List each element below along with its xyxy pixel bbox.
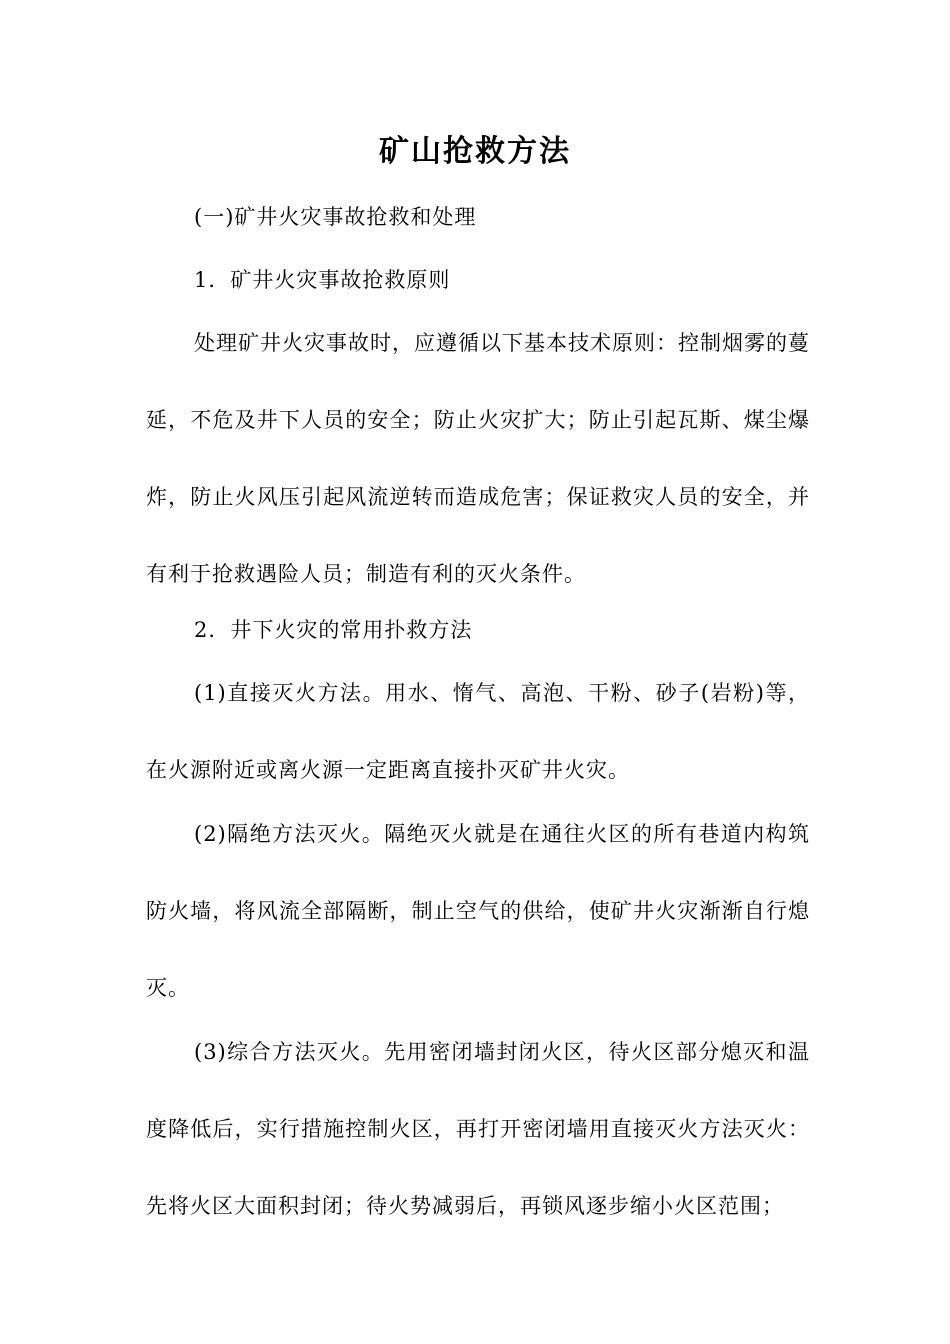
subheading-rescue-principles: 1．矿井火灾事故抢救原则 <box>194 268 451 292</box>
section-heading-fire-rescue: (一)矿井火灾事故抢救和处理 <box>194 205 477 229</box>
paragraph-isolation-method: (2)隔绝方法灭火。隔绝灭火就是在通往火区的所有巷道内构筑防火墙，将风流全部隔断，制止空气的供给，使矿井火灾渐渐自行熄灭。 <box>146 822 810 1000</box>
document-body <box>146 197 810 1250</box>
paragraph-direct-method: (1)直接灭火方法。用水、惰气、高泡、干粉、砂子(岩粉)等，在火源附近或离火源一定距离直接扑灭矿井火灾。 <box>146 681 810 782</box>
paragraph-principles: 处理矿井火灾事故时，应遵循以下基本技术原则：控制烟雾的蔓延，不危及井下人员的安全；防止火灾扩大；防止引起瓦斯、煤尘爆炸，防止火风压引起风流逆转而造成危害；保证救灾人员的安全，并有利于抢救遇险人员；制造有利的灭火条件。 <box>146 331 810 586</box>
paragraph-combined-method: (3)综合方法灭火。先用密闭墙封闭火区，待火区部分熄灭和温度降低后，实行措施控制火区，再打开密闭墙用直接灭火方法灭火：先将火区大面积封闭；待火势减弱后，再锁风逐步缩小火区范围； <box>146 1040 810 1218</box>
document-title: 矿山抢救方法 <box>379 134 571 169</box>
subheading-common-methods: 2．井下火灾的常用扑救方法 <box>194 618 473 642</box>
